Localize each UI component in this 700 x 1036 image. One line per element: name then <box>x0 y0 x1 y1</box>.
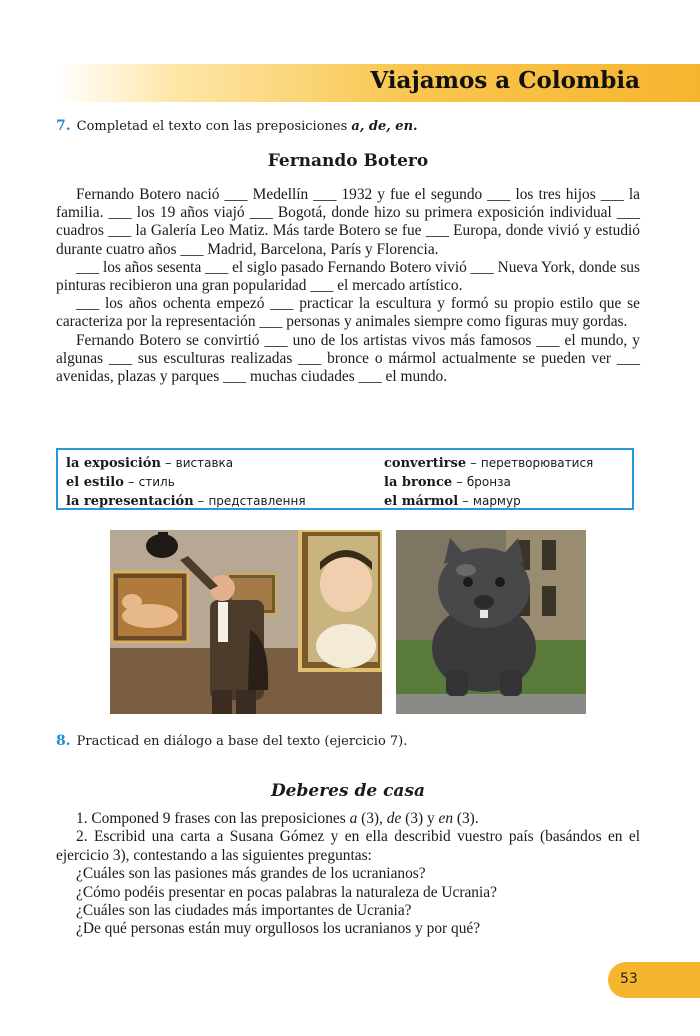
vocabulary-box <box>56 448 634 510</box>
paragraph: Fernando Botero se convirtió ___ uno de los artistas vivos más famosos ___ el mundo, y algunas ___ sus esculturas realizadas ___ bronce o mármol actualmente se pueden ver ___ avenidas, plazas y parques ___ muchas ciudades ___ el mundo. <box>56 331 640 386</box>
homework-question: ¿Cuáles son las ciudades más importantes de Ucrania? <box>76 902 412 920</box>
vocab-item: el estilo – стиль <box>66 475 175 490</box>
homework-task-1: 1. Componed 9 frases con las preposiciones a (3), de (3) y en (3). <box>76 810 479 827</box>
vocab-item: convertirse – перетворюватися <box>384 456 594 471</box>
exercise-number: 7. <box>56 118 71 134</box>
paragraph: ___ los años ochenta empezó ___ practicar la escultura y formó su propio estilo que se caracteriza por la representación ___ personas y animales siempre como figuras muy gordas. <box>56 295 640 331</box>
exercise-number: 8. <box>56 733 71 749</box>
reading-title: Fernando Botero <box>267 151 429 171</box>
homework-question: ¿Cómo podéis presentar en pocas palabras la naturaleza de Ucrania? <box>76 883 497 901</box>
vocabulary-column-right <box>384 454 593 511</box>
photo-cat-sculpture <box>396 530 586 714</box>
vocab-item: la exposición – виставка <box>66 456 234 471</box>
vocabulary-column-left <box>66 454 306 511</box>
exercise-7-instruction: 7. Completad el texto con las preposiciones a, de, en. <box>56 118 418 134</box>
vocab-item: el mármol – мармур <box>384 494 521 509</box>
homework-question: ¿De qué personas están muy orgullosos los ucranianos y por qué? <box>76 920 481 938</box>
paragraph: ___ los años sesenta ___ el siglo pasado Fernando Botero vivió ___ Nueva York, donde sus pinturas recibieron una gran popularidad ___ el mercado artístico. <box>56 258 640 295</box>
homework-title: Deberes de casa <box>270 781 426 801</box>
homework-task-2: 2. Escribid una carta a Susana Gómez y en ella describid vuestro país (basándos en el ejercicio 3), contestando a las siguientes preguntas: <box>56 828 640 864</box>
page-title: Viajamos a Colombia <box>370 67 640 94</box>
photo-botero-gallery <box>110 530 382 714</box>
exercise-8-instruction: 8. Practicad en diálogo a base del texto (ejercicio 7). <box>56 733 408 749</box>
homework-text <box>56 810 640 939</box>
paragraph: Fernando Botero nació ___ Medellín ___ 1932 y fue el segundo ___ los tres hijos ___ la familia. ___ los 19 años viajó ___ Bogotá, donde hizo su primera exposición individual ___ cuadros ___ la Galería Leo Matiz. Más tarde Botero se fue ___ Europa, donde vivió y estudió durante cuatro años ___ Madrid, Barcelona, París y Florencia. <box>56 186 640 258</box>
vocab-item: la representación – представлення <box>66 494 306 509</box>
vocab-item: la bronce – бронза <box>384 475 511 490</box>
page-number: 53 <box>620 971 638 987</box>
reading-text <box>56 186 640 386</box>
homework-question: ¿Cuáles son las pasiones más grandes de los ucranianos? <box>76 865 426 883</box>
